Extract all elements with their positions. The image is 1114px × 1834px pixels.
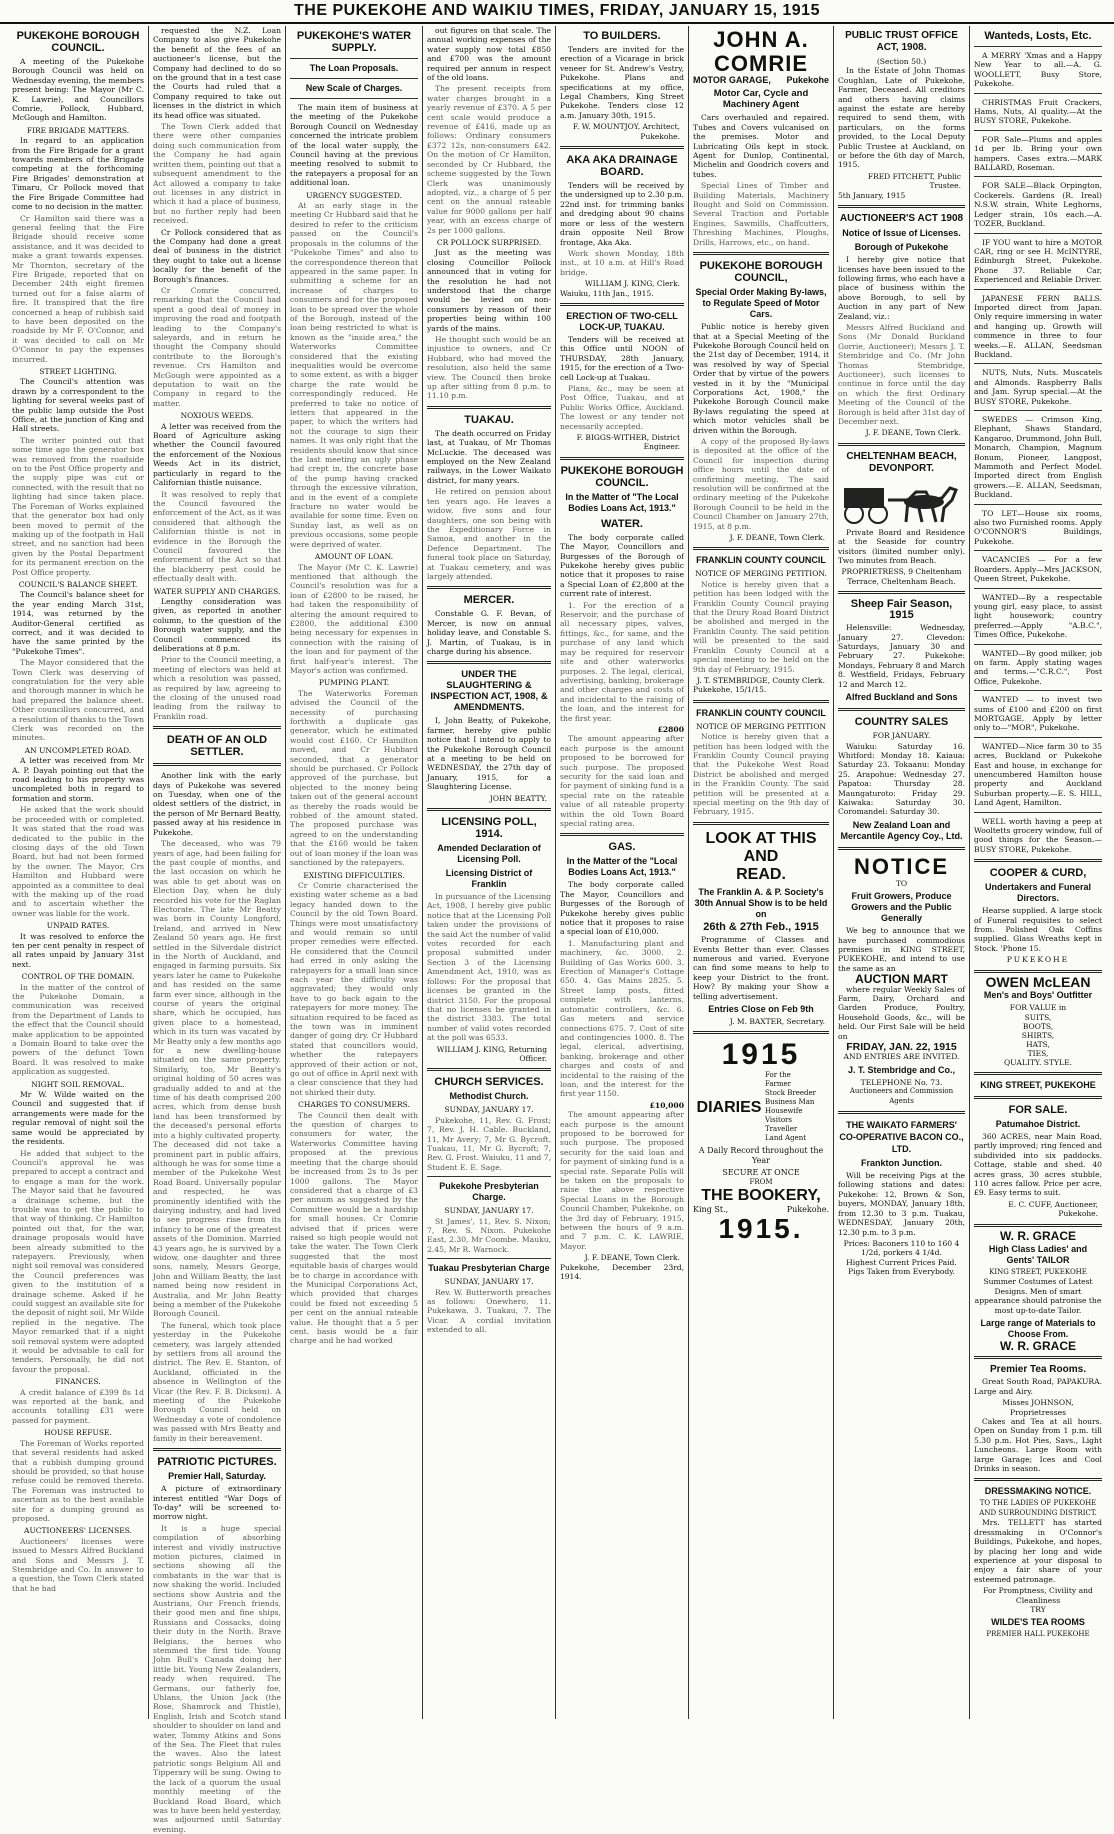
owen-mclean-for: FOR VALUE in bbox=[1009, 1003, 1067, 1013]
notice-to: TO bbox=[895, 878, 908, 888]
diary-kind: Farmer bbox=[765, 1080, 792, 1089]
diary-kind: Business Man bbox=[765, 1098, 815, 1107]
wilde-tea-title: WILDE'S TEA ROOMS bbox=[991, 1617, 1085, 1628]
bylaw-text: Public notice is hereby given that at a Special Meeting of the Pukekohe Borough Council held on the 21st day of December, 1914, it was resolved by way of Special Order that by virtue of the powers vested in it by the "Municipal Corporations Act, 1908," the Pukekohe Borough Council make By-laws regulating the speed at which motor vehicles shall be driven within the Borough. bbox=[693, 322, 829, 435]
diary-year-footer: 1915. bbox=[718, 1213, 804, 1245]
dressmaking-text: Mrs. TELLETT has started dressmaking in O'Connor's Buildings, Pukekohe, and hopes, by placing her long and wide experience at your disposal to enjoy a fair share of your esteemed patronage. bbox=[974, 1518, 1102, 1584]
grace-title: W. R. GRACE bbox=[999, 1228, 1076, 1243]
balance-sheet-text: The Council's balance sheet for the year ending March 31st, 1914, was returned by the Auditor-General certified as correct, and it was decided to have the same printed by the "Pukekohe Times". bbox=[12, 590, 144, 656]
gas-heading: GAS. bbox=[608, 841, 636, 854]
public-trust-date: 5th January, 1915 bbox=[838, 190, 906, 200]
lockup-title: ERECTION OF TWO-CELL LOCK-UP, TUAKAU. bbox=[566, 310, 678, 332]
unpaid-rates-text: It was resolved to enforce the ten per cent penalty in respect of all rates unpaid by January 31st next. bbox=[12, 931, 144, 969]
pollock-surprised-heading: CR POLLOCK SURPRISED. bbox=[436, 237, 542, 247]
noxious-weeds-heading: NOXIOUS WEEDS. bbox=[180, 411, 254, 421]
premier-tea-title: Premier Tea Rooms. bbox=[990, 1364, 1086, 1376]
uncompleted-road-text: A letter was received from Mr A. P. Dayah pointing out that the road leading to his property was uncompleted both in regard to formation and storm. bbox=[12, 756, 144, 803]
balance-sheet-heading: COUNCIL'S BALANCE SHEET. bbox=[18, 579, 138, 589]
auction-mart-text: where regular Weekly Sales of Farm, Dairy, Orchard and Garden Produce, Poultry, Household Goods, &c., will be held. Our First Sale will be held on bbox=[838, 984, 965, 1041]
public-trust-text: In the Estate of John Thomas Coughlan, Late of Pukekohe, Farmer, Deceased. All creditors and others having claims against the estate are hereby required to send them, with particulars, on the forms provided, to the Local Deputy Public Trustee at Auckland, on or before the 6th day of March, 1915. bbox=[838, 66, 965, 170]
fire-brigade-text: In regard to an application from the Fire Brigade for a grant towards members of the Brigade competing at the forthcoming Fire Brigades' demonstration at Timaru, Cr Pollock moved that the Fire Brigade Committee had come to no decision in the matter. bbox=[12, 136, 144, 212]
comrie-name: JOHN A. COMRIE bbox=[713, 27, 809, 76]
franklin-county-signature: J. T. STEMBRIDGE, County Clerk. bbox=[696, 675, 825, 685]
tuakau-text: The death occurred on Friday last, at Tuakau, of Mr Thomas McLuckie. The deceased was employed on the New Zealand railways, in the Lower Waikato district, for many years. bbox=[427, 428, 551, 485]
water-loan-total: £2800 bbox=[657, 724, 684, 734]
column-2: requested the N.Z. Loan Company to also give Pukekohe the benefit of the fees of an auctioneer's license, but the Company had declined to do so on the ground that in a test case the Courts had ruled that a Company required to take out licenses in the district in which its head office was situated. The Town Clerk added that there were other companies doing such communication from the Company he had again written them, pointing out that a subsequent amendment to the Act allowed a company to take out licenses in any district in which it had a place of business, but no further reply had been received. Cr Pollock considered that as the Company had done a great deal of business in the district they ought to take out a license locally for the benefit of the Borough's finances. Cr Comrie concurred, remarking that the Council had spent a good deal of money in improving the road and footpath leading to the Company's saleyards, and in return he thought the Company should contribute to the Borough's revenue. Crs Hamilton and McGough were appointed as a deputation to wait on the Company in regard to the matter. NOXIOUS WEEDS. A letter was received from the Board of Agriculture asking whether the Council favoured the enforcement of the Noxious Weeds Act in its district, particularly in regard to the Californian thistle nuisance. It was resolved to reply that the Council favoured the enforcement of the Act, as it was considered that although the Californian thistle is not in evidence in the Borough the Council favoured the enforcement of the Act so that the blackberry pest could be effectually dealt with. WATER SUPPLY AND CHARGES. Lengthy consideration was given, as reported in another column, to the question of the Borough water supply, and the Council commenced its deliberations at 8 p.m. Prior to the Council meeting, a meeting of electors was held at which a resolution was passed, as required by law, agreeing to the closing of the unused road leading from the railway to Franklin road. DEATH OF AN OLD SETTLER. Another link with the early days of Pukekohe was severed on Tuesday, when one of the oldest settlers of the district, in the person of Mr Bernard Beatty, passed away at his residence in Pukekohe. The deceased, who was 79 years of age, had been failing for the past couple of months, and the last occasion on which he was able to get about was on Election Day, when he duly recorded his vote for the Raglan Electorate. The late Mr Beatty was born in County Longford, Ireland, and arrived in New Zealand 50 years ago. He first settled in the Silverdale district in the North of Auckland, and engaged in farming pursuits. Six years later he came to Pukekohe and has resided on the same farm ever since, although in the course of years the original share, which he occupied, has given place to a homestead, which in its turn was vacated by Mr Beatty only a few months ago for a new dwelling-house situated on the same property. Similarly, too, Mr Beatty's original holding of 50 acres was gradually added to and at the time of his death comprised 200 acres, which from dense bush land has been transformed by the deceased's personal efforts into a highly cultivated property. The deceased did not take a prominent part in public affairs, although he was for some time a member of the Pukekohe West Road Board. Universally popular and respected, he was prominently identified with the dairying industry, and had lived to see progress rise from its infancy to be one of the greatest assets of the Dominion. Married 43 years ago, he is survived by a widow, one daughter and three sons, namely, Messrs George, John and William Beatty, the last named being now resident in Australia, and Mr John Beatty being a member of the Pukekohe Borough Council. The funeral, which took place yesterday in the Pukekohe cemetery, was largely attended by settlers from all around the district. The Rev. E. Stanton, of Auckland, officiated in the absence in Wellington of the Vicar (the Rev. F. B. Dickson). A meeting of the Pukekohe Borough Council held on Wednesday a vote of condolence was passed with Mrs Beatty and family in their bereavement. PATRIOTIC PICTURES. Premier Hall, Saturday. A picture of extraordinary interest entitled "War Dogs of To-day" will be screened to-morrow night. It is a huge special compilation of absorbing interest and vividly instructive motion pictures, claimed in sections showing all the combatants in the war that is now shaking the world. Included sections show Austria and the Austrians, Our French friends, their good men and fine ships, Russians and Cossacks, doing their duty in the North. Brave Belgians, the heroes who stemmed the first tide. Young John Bull's Canada doing her little bit. Young New Zealanders, ready when required. The Germans, our fatherly foe, Uhlans, the Union Jack (the Rose, Shamrock and Thistle), English, Irish and Scotch stand shoulder to shoulder on land and water, Tommy Atkins and Sons of the Sea. The Fleet that rules the waves. Also the latest patriotic songs Belgium All and Tipperary will be sung. Owing to the lack of a quorum the usual monthly meeting of the Buckland Road Board, which was to have been held yesterday, was adjourned until Saturday evening. bbox=[148, 26, 285, 1719]
secure-at-once: SECURE AT ONCE bbox=[722, 1168, 800, 1178]
dressmaking-try: TRY bbox=[1030, 1604, 1046, 1614]
dressmaking-footer: For Promptness, Civility and Cleanliness bbox=[983, 1586, 1093, 1605]
masthead: THE PUKEKOHE AND WAIKIU TIMES, FRIDAY, JANUARY 15, 1915 bbox=[0, 0, 1114, 24]
grace-title-2: W. R. GRACE bbox=[999, 1339, 1076, 1353]
auction-mart-heading: AUCTION MART bbox=[855, 972, 948, 987]
for-sale-title: FOR SALE. bbox=[1008, 1103, 1068, 1116]
gas-loan-signature: J. F. DEANE, Town Clerk. bbox=[584, 1253, 680, 1263]
merging-petition: NOTICE OF MERGING PETITION. bbox=[695, 569, 827, 579]
sheep-fair-title: Sheep Fair Season, 1915 bbox=[850, 598, 953, 622]
aka-aka-signature: WILLIAM J. KING, Clerk. bbox=[585, 279, 680, 289]
column-7: PUBLIC TRUST OFFICE ACT, 1908. (Section 50.) In the Estate of John Thomas Coughlan, Late of Pukekohe, Farmer, Deceased. All creditors and others having claims against the estate are hereby required to send them, with particulars, on the forms provided, to the Local Deputy Public Trustee at Auckland, on or before the 6th day of March, 1915. FRED FITCHETT, Public Trustee. 5th January, 1915 AUCTIONEER'S ACT 1908 Notice of Issue of Licenses. Borough of Pukekohe I hereby give notice that licenses have been issued to the following firms, who each have a place of business within the above Borough, to sell by Auction in any part of New Zealand, viz.: Messrs Alfred Buckland and Sons (Mr Donald Buckland Gorrie, Auctioneer); Messrs J. T. Stembridge and Co. (Mr John Thomas Stembridge, Auctioneer), such licenses to continue in force until the day on which the first Ordinary Meeting of the Council of the Borough is held after 31st day of December next. J. F. DEANE, Town Clerk. CHELTENHAM BEACH, DEVONPORT. Private Board and Residence at the Seaside for country visitors (limited number only). Two minutes from Beach. PROPRIETRESS, 9 Cheltenham Terrace, Cheltenham Beach. Sheep Fair Season, 1915 Helensville: Wednesday, January 27. Clevedon: Saturdays, January 30 and February 27. Pukekohe: Mondays, February 8 and March 8. Westfield, Fridays, February 12 and March 12. Alfred Buckland and Sons COUNTRY SALES FOR JANUARY. Waiuku: Saturday 16. Whitford: Monday 18. Kaiaua: Saturday 23. Tokaanu: Monday 25. Arapohue: Wednesday 27. Papatoa: Thursday 28. Maungaturoto: Friday 29. Kaiwaka: Saturday 30. Coromandel: Saturday 30. New Zealand Loan and Mercantile Agency Coy., Ltd. NOTICE TO Fruit Growers, Produce Growers and the Public Generally We beg to announce that we have purchased commodious premises in KING STREET, PUKEKOHE, and intend to use the same as an AUCTION MART where regular Weekly Sales of Farm, Dairy, Orchard and Garden Produce, Poultry, Household Goods, &c., will be held. Our First Sale will be held on FRIDAY, JAN. 22, 1915 AND ENTRIES ARE INVITED. J. T. Stembridge and Co., TELEPHONE No. 73. Auctioneers and Commission Agents THE WAIKATO FARMERS' CO-OPERATIVE BACON CO., LTD. Frankton Junction. Will be receiving Pigs at the following stations and dates: Pukekohe: 12, Brown & Son, buyers, MONDAY, January 18th, from 12.30 to 3 p.m. Tuakau, WEDNESDAY, January 20th, 12.30 p.m. to 3 p.m. Prices: Baconers 110 to 160 4 1/2d, porkers 4 1/4d. Highest Current Prices Paid. Pigs Taken from Everybody. bbox=[833, 26, 969, 1719]
aka-aka-text: Tenders will be received by the undersigned up to 2.30 p.m. 22nd inst. for trimming banks and dredging about 90 chains more or less of the western drain opposite Neil Brow frontage, Aka Aka. bbox=[560, 181, 684, 247]
comrie-tagline: Motor Car, Cycle and Machinery Agent bbox=[713, 88, 809, 111]
auctioneers-licenses-heading: AUCTIONEERS' LICENSES. bbox=[24, 1526, 132, 1536]
owen-item: SHIRTS, bbox=[1021, 1030, 1055, 1040]
owen-item: HATS, bbox=[1026, 1039, 1050, 1049]
classified-ad: VACANCIES — For a few Boarders. Apply—Mrs JACKSON, Queen Street, Pukekohe. bbox=[974, 555, 1102, 584]
night-soil-heading: NIGHT SOIL REMOVAL. bbox=[31, 1079, 125, 1089]
amount-of-loan-heading: AMOUNT OF LOAN. bbox=[314, 552, 394, 562]
patriotic-pictures-sub: Premier Hall, Saturday. bbox=[168, 1471, 266, 1482]
for-sale-signature: E. C. CUFF, Auctioneer, Pukekohe. bbox=[1008, 1199, 1098, 1219]
loan-proposals-sub: The Loan Proposals. bbox=[309, 63, 399, 73]
classified-ad: WANTED—By a respectable young girl, easy place, to assist light housework; country preferred.—Apply "A.B.C.", Times Office, Pukekohe. bbox=[974, 592, 1102, 640]
stembridge-telephone: TELEPHONE No. 73. bbox=[860, 1077, 943, 1087]
water-heading: WATER. bbox=[601, 517, 643, 530]
presbyterian-date: SUNDAY, JANUARY 17. bbox=[444, 1206, 534, 1216]
notice-sub: Fruit Growers, Produce Growers and the Public Generally bbox=[851, 891, 952, 924]
slaughtering-signature: JOHN BEATTY. bbox=[489, 793, 547, 803]
builders-text: Tenders are invited for the erection of a Vicarage in brick veneer for St. Andrew's Vestry, Pukekohe. Plans and specifications at my office, Legal Chambers, King Street Pukekohe. Tenders close 12 a.m. January 30th, 1915. bbox=[560, 45, 684, 120]
classified-ad: FOR SALE—Black Orpington, Cockerels. Gardens (R. Ireal) N.S.W. strain, White Leghorns, Ledger strain, 10s each.—A. TOZER, Buckland. bbox=[974, 181, 1102, 229]
diary-kind: Land Agent bbox=[765, 1134, 807, 1143]
bookery-street: King St., bbox=[693, 1205, 729, 1215]
country-sales-sub: FOR JANUARY. bbox=[872, 731, 931, 741]
cheltenham-proprietress: PROPRIETRESS, 9 Cheltenham Terrace, Cheltenham Beach. bbox=[841, 567, 962, 586]
sheep-fair-text: Helensville: Wednesday, January 27. Clevedon: Saturdays, January 30 and February 27. Pukekohe: Mondays, February 8 and March 8. Westfield, Fridays, February 12 and March 12. bbox=[838, 623, 965, 689]
licensing-poll-sub: Amended Declaration of Licensing Poll. bbox=[437, 843, 541, 865]
water-loan-text: The body corporate called The Mayor, Councillors and Burgesses of the Borough of Pukekohe hereby gives public notice that it proposes to raise a Special Loan of £2,800 at the current rate of interest. bbox=[560, 532, 684, 599]
stembridge-name: J. T. Stembridge and Co., bbox=[847, 1064, 955, 1075]
columns bbox=[8, 26, 1106, 1834]
classified-ad: WANTED—Nice farm 30 to 35 acres, Buckland or Pukekohe East and house, in exchange for unencumbered Hamilton house property and Auckland Suburban property.—E. S. HILL, Land Agent, Hamilton. bbox=[974, 741, 1102, 808]
column-8 bbox=[969, 26, 1106, 1719]
stembridge-sub: Auctioneers and Commission Agents bbox=[849, 1087, 954, 1105]
aka-aka-date: Waiuku, 11th Jan., 1915. bbox=[560, 288, 654, 298]
frankton-junction: Frankton Junction. bbox=[861, 1158, 942, 1169]
show-announcement: The Franklin A. & P. Society's 30th Annual Show is to be held on bbox=[694, 886, 828, 919]
noxious-weeds-text: A letter was received from the Board of Agriculture asking whether the Council favoured the enforcement of the Noxious Weeds Act in its district, particularly in regard to the Californian thistle nuisance. bbox=[153, 421, 281, 488]
pollock-surprised-text: Just as the meeting was closing Councillor Pollock announced that in voting for the resolution he had not understood that the charge would be levied on non-consumers by reason of their properties being within 100 yards of the mains. bbox=[427, 248, 551, 333]
show-text: Programme of Classes and Events Better than ever. Classes numerous and varied. Everyone can find some means to help to keep your District to the front. How? By making your Show a telling advertisement. bbox=[693, 935, 829, 1001]
pollock-text: Cr Pollock considered that as the Company had done a great deal of business in the district they ought to take out a license locally for the benefit of the Borough's finances. bbox=[153, 227, 281, 284]
slaughtering-title: UNDER THE SLAUGHTERING & INSPECTION ACT, 1908, & AMENDMENTS. bbox=[430, 669, 548, 714]
merging-petition-2: NOTICE OF MERGING PETITION bbox=[696, 721, 826, 731]
builders-title: TO BUILDERS. bbox=[583, 30, 661, 42]
night-soil-text: Mr W. Wilde waited on the Council and suggested that if arrangements were made for the regular removal of night soil the same would be appreciated by the residents. bbox=[12, 1090, 144, 1147]
owen-quality: QUALITY. STYLE. bbox=[1003, 1057, 1073, 1067]
classified-ad: IF YOU want to hire a MOTOR CAR, ring or see H. McINTYRE, Edinburgh Street, Pukekohe. Phone 37. Reliable Car, Experienced and Reliable Driver. bbox=[974, 237, 1102, 285]
first-sale-date: FRIDAY, JAN. 22, 1915 bbox=[846, 1041, 957, 1054]
loans-act-sub: In the Matter of "The Local Bodies Loans Act, 1913." bbox=[565, 491, 679, 513]
house-refuse-heading: HOUSE REFUSE. bbox=[44, 1428, 112, 1438]
public-trust-title: PUBLIC TRUST OFFICE ACT, 1908. bbox=[845, 30, 958, 53]
sheep-fair-signature: Alfred Buckland and Sons bbox=[845, 692, 958, 703]
classified-ad: A MERRY 'Xmas and a Happy New Year to all.—A. G. WOOLLETT, Busy Store, Pukekohe. bbox=[974, 51, 1102, 89]
franklin-county-title-2: FRANKLIN COUNTY COUNCIL bbox=[696, 707, 826, 718]
waikato-prices: Prices: Baconers 110 to 160 4 1/2d, porkers 4 1/4d. bbox=[843, 1238, 960, 1258]
column-1: PUKEKOHE BOROUGH COUNCIL. A meeting of the Pukekohe Borough Council was held on Wednesday evening, the members present being: The Mayor (Mr C. K. Lawrie), and Councillors Comrie, Pollock, Hubbard, McGough and Hamilton. FIRE BRIGADE MATTERS. In regard to an application from the Fire Brigade for a grant towards members of the Brigade competing at the forthcoming Fire Brigades' demonstration at Timaru, Cr Pollock moved that the Fire Brigade Committee had come to no decision in the matter. Cr Hamilton said there was a general feeling that the Fire Brigade should receive some assistance, and it was decided to make a grant towards expenses. Mr Thornton, secretary of the Fire Brigade, reported that on December 24th eight firemen turned out for a false alarm of fire. It transpired that the fire concerned a heap of rubbish said to have been deposited on the roadside by Mr F. O'Connor, and it was decided to call on Mr O'Connor to pay the expenses incurred. STREET LIGHTING. The Council's attention was drawn by a correspondent to the lighting for several weeks past of the public lamp outside the Post Office, at the junction of King and Hall streets. The writer pointed out that some time ago the generator box was removed from the roadside on to the Post Office property and the supply pipe was cut or connected, with the result that no lighting had since taken place. The Foreman of Works explained that the generator box had only been moved to permit of the making up of the footpath in Hall street, and no sanction had been given by the Postal Department for its permanent erection on the Post Office property. COUNCIL'S BALANCE SHEET. The Council's balance sheet for the year ending March 31st, 1914, was returned by the Auditor-General certified as correct, and it was decided to have the same printed by the "Pukekohe Times". The Mayor considered that the Town Clerk was deserving of congratulation for the very able and thorough manner in which he had prepared the balance sheet. Other councillors concurred, and a resolution of thanks to the Town Clerk was recorded on the minutes. AN UNCOMPLETED ROAD. A letter was received from Mr A. P. Dayah pointing out that the road leading to his property was uncompleted both in regard to formation and storm. He asked that the work should be proceeded with or completed. It was stated that the road was dedicated to the public in the closing days of the old Town Board, but had not been formed by the owner. The Mayor, Crs Hamilton and Hubbard were appointed as a committee to deal with the making up of the road and to ascertain whether the owner was liable for the work. UNPAID RATES. It was resolved to enforce the ten per cent penalty in respect of all rates unpaid by January 31st next. CONTROL OF THE DOMAIN. In the matter of the control of the Pukekohe Domain, a communication was received from the Department of Lands to the effect that the Council should make application to be appointed a Domain Board to take over the powers of the defunct Town Board. It was resolved to make application as suggested. NIGHT SOIL REMOVAL. Mr W. Wilde waited on the Council and suggested that if arrangements were made for the regular removal of night soil the same would be appreciated by the residents. He added that subject to the Council's approval he was prepared to accept a contract and to engage a man for the work. The Mayor said that he favoured a drainage scheme, but the trouble was to get the public to that way of thinking. Cr Hamilton pointed out that, for the war, drainage proposals would have been already submitted to the ratepayers. Previously, when night soil removal was considered the Council preferences was given to the institution of a drainage scheme. Asked if he could suggest an available site for the deposit of night soil, Mr Wilde replied in the negative. The Mayor remarked that if a night soil removal system were adopted it would be advisable to call for tenders. Personally, he did not favour the proposal. FINANCES. A credit balance of £399 8s 1d was reported at the bank, and accounts totalling £31 were passed for payment. HOUSE REFUSE. The Foreman of Works reported that several residents had asked that a rubbish dumping ground should be provided, so that house refuse could be removed thereto. The Foreman was instructed to ascertain as to the best available site for a dumping ground as proposed. AUCTIONEERS' LICENSES. Auctioneers' licenses were issued to Messrs Alfred Buckland and Sons and Messrs J. T. Stembridge and Co. In answer to a question, the Town Clerk stated that he had bbox=[12, 30, 144, 1593]
domain-heading: CONTROL OF THE DOMAIN. bbox=[21, 972, 135, 982]
builders-signature: F. W. MOUNTJOY, Architect, Pukekohe. bbox=[572, 122, 680, 141]
presbyterian-charge: Pukekohe Presbyterian Charge. bbox=[439, 1181, 539, 1203]
public-trust-section: (Section 50.) bbox=[876, 57, 927, 66]
patriotic-pictures-title: PATRIOTIC PICTURES. bbox=[157, 1456, 277, 1469]
bylaw-sub: Special Order Making By-laws, to Regulate Speed of Motor Cars. bbox=[695, 287, 827, 320]
classified-ad: SWEDES — Crimson King, Elephant, Shaws Standard, Kangaroo, Drummond, John Bull, Monarch, Champion, Magnum Bonum, Pioneer, Langpost, Mammoth and Perfect Model. Imported direct from English growers.—E. ALLAN, Seedsman, Buckland. bbox=[974, 415, 1102, 500]
dressmaking-sub: TO THE LADIES OF PUKEKOHE AND SURROUNDING DISTRICT. bbox=[979, 1499, 1097, 1517]
for-sale-sub: Patumahoe District. bbox=[995, 1118, 1081, 1129]
methodist-church: Methodist Church. bbox=[449, 1091, 529, 1102]
classified-ad: WELL worth having a peep at Wooltetts grocery window, full of good things for the Season.—BUSY STORE, Pukekohe. bbox=[974, 816, 1102, 854]
church-services-title: CHURCH SERVICES. bbox=[434, 1076, 544, 1089]
wilde-tea-address: PREMIER HALL PUKEKOHE bbox=[986, 1630, 1090, 1639]
auctioneers-act-title: AUCTIONEER'S ACT 1908 bbox=[839, 213, 964, 225]
mercer-title: MERCER. bbox=[463, 594, 515, 607]
public-trust-signature: FRED FITCHETT, Public Trustee. bbox=[867, 171, 961, 191]
diary-kind: Visitors bbox=[765, 1116, 792, 1125]
entries-invited: AND ENTRIES ARE INVITED. bbox=[843, 1052, 960, 1062]
owen-street: KING STREET, PUKEKOHE bbox=[980, 1079, 1096, 1090]
tuakau-presbyterian-date: SUNDAY, JANUARY 17. bbox=[444, 1277, 534, 1287]
premier-tea-proprietor: Misses JOHNSON, Proprietresses bbox=[1002, 1398, 1074, 1417]
unpaid-rates-heading: UNPAID RATES. bbox=[46, 921, 110, 931]
grace-materials: Large range of Materials to Choose From. bbox=[980, 1318, 1096, 1339]
bookery-name: THE BOOKERY, bbox=[701, 1187, 821, 1205]
owen-mclean-title: OWEN McLEAN bbox=[985, 973, 1091, 990]
waikato-bacon-title: THE WAIKATO FARMERS' CO-OPERATIVE BACON CO., LTD. bbox=[839, 1120, 964, 1155]
column-4: out figures on that scale. The annual working expenses of the water supply now total £850 and £700 was the amount required per annum in respect of the old loans. The present receipts from water charges brought in a yearly revenue of £370. A 5 per cent scale would produce a revenue of £416, made up as follows: Ordinary consumers £372 12s, non-consumers £42. On the motion of Cr Hamilton, seconded by Cr Hubbard, the scheme suggested by the Town Clerk was unanimously adopted, viz., a charge of 5 per cent on the annual rateable value for 9000 gallons per half year, with an excess charge of 2s per 1000 gallons. CR POLLOCK SURPRISED. Just as the meeting was closing Councillor Pollock announced that in voting for the resolution he had not understood that the charge would be levied on non-consumers by reason of their properties being within 100 yards of the mains. He thought such would be an injustice to owners, and Cr Hubbard, who had moved the resolution, also held the same view. The Council then broke up after sitting from 8 p.m. to 11.10 p.m. TUAKAU. The death occurred on Friday last, at Tuakau, of Mr Thomas McLuckie. The deceased was employed on the New Zealand railways, in the Lower Waikato district, for many years. He retired on pension about ten years ago. He leaves a widow, five sons and four daughters, one son being with the Expeditionary Force in Samoa, and another in the Defence Department. The funeral took place on Saturday, at Tuakau cemetery, and was largely attended. MERCER. Constable G. F. Bevan, of Mercer, is now on annual holiday leave, and Constable S. J. Martin, of Tuakau, is in charge during his absence. UNDER THE SLAUGHTERING & INSPECTION ACT, 1908, & AMENDMENTS. I, John Beatty, of Pukekohe, farmer, hereby give public notice that I intend to apply to the Pukekohe Borough Council at a meeting to be held on WEDNESDAY, the 27th day of January, 1915, for a Slaughtering License. JOHN BEATTY. LICENSING POLL, 1914. Amended Declaration of Licensing Poll. Licensing District of Franklin In pursuance of the Licensing Act, 1908, I hereby give public notice that at the Licensing Poll taken under the provisions of the said Act the number of valid votes recorded for each proposal submitted under Section 3 of the Licensing Amendment Act, 1910, was as follows: For the proposal that licenses be granted in the district 3150. For the proposal that no licenses be granted in the district 3383. The total number of valid votes recorded at the poll was 6533. WILLIAM J. KING, Returning Officer. CHURCH SERVICES. Methodist Church. SUNDAY, JANUARY 17. Pukekohe, 11, Rev. G. Frost; 7, Rev. J. H. Cable. Buckland, 11, Mr Avery; 7, Mr G. Bycroft. Tuakau, 11, Mr G. Bycroft; 7, Rev. G. Frost. Waiuku, 11 and 7, Student E. E. Sage. Pukekohe Presbyterian Charge. SUNDAY, JANUARY 17. St James', 11, Rev. S. Nixon; 7, Rev. S. Nixon. Pukekohe East, 2.30, Mr Coombe. Mauku, 2.45, Mr R. Warnock. Tuakau Presbyterian Charge SUNDAY, JANUARY 17. Rev. W. Butterworth preaches as follows: Onewhero, 11. Pukekawa, 3. Tuakau, 7. The Vicar. A cordial invitation extended to all. bbox=[422, 26, 555, 1719]
loan-company-text: requested the N.Z. Loan Company to also give Pukekohe the benefit of the fees of an auctioneer's license, but the Company had declined to do so on the ground that in a test case the Courts had ruled that a Company required to take out licenses in the district in which its head office was situated. bbox=[153, 26, 281, 120]
country-sales-list: Waiuku: Saturday 16. Whitford: Monday 18. Kaiaua: Saturday 23. Tokaanu: Monday 25. Arapohue: Wednesday 27. Papatoa: Thursday 28. Maungaturoto: Friday 29. Kaiwaka: Saturday 30. Coromandel: Saturday 30. bbox=[838, 741, 965, 817]
auctioneers-borough: Borough of Pukekohe bbox=[854, 242, 949, 253]
grace-text: Summer Costumes of Latest Designs. Men of smart appearance should patronise the most up-to-date Tailor. bbox=[974, 1277, 1102, 1315]
licensing-signature: WILLIAM J. KING, Returning Officer. bbox=[436, 1044, 547, 1063]
licensing-poll-title: LICENSING POLL, 1914. bbox=[441, 816, 537, 841]
auctioneers-act-sub: Notice of Issue of Licenses. bbox=[842, 228, 961, 239]
scale-of-charges-sub: New Scale of Charges. bbox=[305, 83, 403, 93]
water-supply-heading: WATER SUPPLY AND CHARGES. bbox=[153, 586, 281, 596]
tuakau-presbyterian: Tuakau Presbyterian Charge bbox=[428, 1263, 550, 1274]
column-5: TO BUILDERS. Tenders are invited for the erection of a Vicarage in brick veneer for St. Andrew's Vestry, Pukekohe. Plans and specifications at my office, Legal Chambers, King Street Pukekohe. Tenders close 12 a.m. January 30th, 1915. F. W. MOUNTJOY, Architect, Pukekohe. AKA AKA DRAINAGE BOARD. Tenders will be received by the undersigned up to 2.30 p.m. 22nd inst. for trimming banks and dredging about 90 chains more or less of the western drain opposite Neil Brow frontage, Aka Aka. Work shown Monday, 18th inst., at 10 a.m. at Hill's Road bridge. WILLIAM J. KING, Clerk. Waiuku, 11th Jan., 1915. ERECTION OF TWO-CELL LOCK-UP, TUAKAU. Tenders will be received at this Office until NOON of THURSDAY, 28th January, 1915, for the erection of a Two-cell Lock-up at Tuakau. Plans, &c., may be seen at Post Office, Tuakau, and at Public Works Office, Auckland. The lowest or any tender not necessarily accepted. F. BIGGS-WITHER, District Engineer. PUKEKOHE BOROUGH COUNCIL. In the Matter of "The Local Bodies Loans Act, 1913." WATER. The body corporate called The Mayor, Councillors and Burgesses of the Borough of Pukekohe hereby gives public notice that it proposes to raise a Special Loan of £2,800 at the current rate of interest. 1. For the erection of a Reservoir, and the purchase of all necessary pipes, valves, fittings, &c., for same, and the purchase of any land which may be required for reservoir site and other waterworks purposes. 2. The legal, clerical, advertising, banking, brokerage and other charges and costs of and incidental to the raising of the loan, and the interest for the first year. £2800 The amount appearing after each purpose is the amount proposed to be borrowed for such purpose. The proposed security for the said loan and for payment of sinking fund is a special rate on the rateable value of all rateable property within the old Town Board special rating area. GAS. In the Matter of the "Local Bodies Loans Act, 1913." The body corporate called The Mayor, Councillors and Burgesses of the Borough of Pukekohe hereby gives public notice that it proposes to raise a special loan of £10,000. 1. Manufacturing plant and machinery, &c. 3000. 2. Building of Gas Works 600. 3. Erection of Manager's Cottage 650. 4. Gas Mains 2825. 5. Street lamp posts, fitted complete with lanterns, automatic controllers, &c. 6. Gas meters and service connections 675. 7. Cost of site and contingencies 1000. 8. The legal, clerical, advertising, banking, brokerage and other charges and costs of and incidental to the raising of the loan, and the interest for the first year 1150. £10,000 The amount appearing after each purpose is the amount proposed to be borrowed for such purpose. The proposed security for the said loan and for payment of sinking fund is a special rate. Separate Polls will be taken on the proposals to raise the above respective Special Loans in the Borough Council Chamber, Pukekohe, on the 3rd day of February, 1915, between the hours of 9 a.m. and 7 p.m. C. K. LAWRIE, Mayor. J. F. DEANE, Town Clerk. Pukekohe, December 23rd, 1914. bbox=[555, 26, 688, 1719]
classified-ad: TO LET—House six rooms, also two Furnished rooms. Apply O'CONNOR'S Buildings, Pukekohe. bbox=[974, 508, 1102, 546]
street-lighting-heading: STREET LIGHTING. bbox=[39, 367, 117, 376]
diary-kind: Housewife bbox=[765, 1107, 803, 1116]
uncompleted-road-heading: AN UNCOMPLETED ROAD. bbox=[24, 745, 132, 755]
column-6: JOHN A. COMRIE MOTOR GARAGE, Pukekohe Motor Car, Cycle and Machinery Agent Cars overhauled and repaired. Tubes and Covers vulcanised on the premises. Motor and Lubricating Oils kept in stock. Agent for Dunlop, Continental, Michelin and Goodrich covers and tubes. Special Lines of Timber and Building Materials, Machinery Bought and Sold on Commission. Several Traction and Portable Engines, Sawmills, Chaffcutters, Threshing Machines, Ploughs, Drills, Harrows, etc., on hand. PUKEKOHE BOROUGH COUNCIL, Special Order Making By-laws, to Regulate Speed of Motor Cars. Public notice is hereby given that at a Special Meeting of the Pukekohe Borough Council held on the 21st day of December, 1914, it was resolved by way of Special Order that by virtue of the powers vested in it by the "Municipal Corporations Act, 1908," the Pukekohe Borough Council make By-laws regulating the speed at which motor vehicles shall be driven within the Borough. A copy of the proposed By-laws is deposited at the office of the Council for inspection during office hours until the date of confirming meeting. The said resolution will be confirmed at the ordinary meeting of the Pukekohe Borough Council to be held in the Council Chamber on January 27th, 1915, at 8 p.m. J. F. DEANE, Town Clerk. FRANKLIN COUNTY COUNCIL NOTICE OF MERGING PETITION. Notice is hereby given that a petition has been lodged with the Franklin County Council praying that the Drury Road Board District be abolished and merged in the Franklin County. The said petition will be presented to the said Franklin County Council at a special meeting to be held on the 9th day of February, 1915. J. T. STEMBRIDGE, County Clerk. Pukekohe, 15/1/15. FRANKLIN COUNTY COUNCIL NOTICE OF MERGING PETITION Notice is hereby given that a petition has been lodged with the Franklin County Council praying that the Pukekohe West Road District be abolished and merged in the Franklin County. The said petition will be presented at a special meeting on the 9th day of February, 1915. LOOK AT THIS AND READ. The Franklin A. & P. Society's 30th Annual Show is to be held on 26th & 27th Feb., 1915 Programme of Classes and Events Better than ever. Classes numerous and varied. Everyone can find some means to help to keep your District to the front. How? By making your Show a telling advertisement. Entries Close on Feb 9th J. M. BAXTER, Secretary. 1915 DIARIES For the Farmer Stock Breeder Business Man Housewife Visitors Traveller Land Agent A Daily Record throughout the Year SECURE AT ONCE FROM THE BOOKERY, King St., Pukekohe. 1915. bbox=[688, 26, 833, 1719]
borough-council-bylaw-title: PUKEKOHE BOROUGH COUNCIL, bbox=[699, 260, 823, 285]
bookery-town: Pukekohe. bbox=[786, 1205, 829, 1215]
cooper-curd-town: PUKEKOHE bbox=[1006, 955, 1070, 965]
diary-kind: Traveller bbox=[765, 1125, 798, 1134]
gas-loan-text: The body corporate called The Mayor, Councillors and Burgesses of the Borough of Pukekohe hereby gives public notice that it proposes to raise a special loan of £10,000. bbox=[560, 880, 684, 937]
water-supply-title: PUKEKOHE'S WATER SUPPLY. bbox=[296, 30, 412, 54]
look-heading: LOOK AT THIS AND bbox=[705, 829, 817, 865]
classified-ad: WANTED—By good milker, job on farm. Apply stating wages and terms.—"C.R.C.", Post Office, Pukekohe. bbox=[974, 648, 1102, 686]
horse-carriage-illustration bbox=[838, 478, 966, 526]
notice-heading: NOTICE bbox=[853, 853, 950, 879]
tuakau-title: TUAKAU. bbox=[464, 413, 514, 426]
borough-council-title: PUKEKOHE BOROUGH COUNCIL. bbox=[16, 30, 140, 54]
auctioneers-signature: J. F. DEANE, Town Clerk. bbox=[865, 428, 961, 438]
premier-tea-address: Great South Road, PAPAKURA. Large and Airy. bbox=[974, 1377, 1102, 1396]
diary-note: A Daily Record throughout the Year bbox=[698, 1146, 824, 1165]
diaries-heading: DIARIES bbox=[696, 1098, 762, 1116]
classified-ad: CHRISTMAS Fruit Crackers, Hams, Nuts, Al quality.—At the BUSY STORE, Pukekohe. bbox=[974, 97, 1102, 126]
lockup-text: Tenders will be received at this Office until NOON of THURSDAY, 28th January, 1915, for the erection of a Two-cell Lock-up at Tuakau. bbox=[560, 334, 684, 382]
charges-heading: CHARGES TO CONSUMERS. bbox=[298, 1100, 410, 1110]
gas-loans-act-sub: In the Matter of the "Local Bodies Loans Act, 1913." bbox=[566, 856, 678, 878]
diary-kind: Stock Breeder bbox=[765, 1089, 816, 1098]
licensing-district: Licensing District of Franklin bbox=[445, 868, 533, 890]
classified-ad: WANTED — to invest two sums of £100 and £200 on first MORTGAGE. Apply by letter only to—"MOR", Pukekohe. bbox=[974, 695, 1102, 733]
gas-loan-date: Pukekohe, December 23rd, 1914. bbox=[560, 1262, 684, 1282]
wanteds-title: Wanteds, Losts, Etc. bbox=[984, 30, 1092, 42]
franklin-county-title: FRANKLIN COUNTY COUNCIL bbox=[696, 555, 826, 566]
bylaw-signature: J. F. DEANE, Town Clerk. bbox=[729, 533, 825, 543]
aka-aka-title: AKA AKA DRAINAGE BOARD. bbox=[566, 154, 678, 179]
patriotic-pictures-text: A picture of extraordinary interest entitled "War Dogs of To-day" will be screened to-morrow night. bbox=[153, 1484, 281, 1522]
auctioneers-act-text: I hereby give notice that licenses have been issued to the following firms, who each have a place of business within the above Borough, to sell by Auction in any part of New Zealand, viz.: bbox=[838, 255, 965, 321]
grace-sub: High Class Ladies' and Gents' TAILOR bbox=[988, 1243, 1088, 1265]
premier-tea-text: Cakes and Tea at all hours. Open on Sunday from 1 p.m. till 5.30 p.m. Hot Pies, Savs., Light Luncheons. Large Room with large Garage; Ices and Cool Drinks in season. bbox=[974, 1417, 1102, 1474]
comrie-garage: MOTOR GARAGE, bbox=[693, 75, 771, 85]
pumping-plant-heading: PUMPING PLANT. bbox=[318, 678, 390, 688]
for-sale-text: 360 ACRES, near Main Road, partly improved; ring fenced and subdivided into six paddocks. Cottage, stable and shed. 40 acres grass, 30 acres stubble, 110 acres fallow. Price per acre, £9. Easy terms to suit. bbox=[974, 1131, 1102, 1198]
cheltenham-title: CHELTENHAM BEACH, DEVONPORT. bbox=[846, 450, 957, 474]
owen-item: BOOTS, bbox=[1022, 1021, 1054, 1031]
fire-brigade-heading: FIRE BRIGADE MATTERS. bbox=[26, 125, 130, 135]
waikato-bacon-text: Will be receiving Pigs at the following stations and dates: Pukekohe: 12, Brown & Son, buyers, MONDAY, January 18th, from 12.30 to 3 p.m. Tuakau, WEDNESDAY, January 20th, 12.30 p.m. to 3 p.m. bbox=[838, 1171, 965, 1237]
old-settler-text: Another link with the early days of Pukekohe was severed on Tuesday, when one of the oldest settlers of the district, in the person of Mr Bernard Beatty, passed away at his residence in Pukekohe. bbox=[153, 771, 281, 837]
water-supply-text: Lengthy consideration was given, as reported in another column, to the question of the Borough water supply, and the Council commenced its deliberations at 8 p.m. bbox=[153, 596, 281, 653]
classified-ad: FOR Sale—Plums and apples 1d per lb. Bring your own hampers. Cases extra.—MARK BALLARD, Roseman. bbox=[974, 134, 1102, 173]
dressmaking-title: DRESSMAKING NOTICE. bbox=[984, 1486, 1092, 1497]
old-settler-title: DEATH OF AN OLD SETTLER. bbox=[166, 734, 268, 759]
waikato-footer: Pigs Taken from Everybody. bbox=[848, 1267, 955, 1277]
cooper-curd-sub: Undertakers and Funeral Directors. bbox=[984, 882, 1092, 904]
street-lighting-text: The Council's attention was drawn by a correspondent to the lighting for several weeks past of the public lamp outside the Post Office, at the junction of King and Hall streets. bbox=[12, 377, 144, 434]
waikato-paid: Highest Current Prices Paid. bbox=[846, 1257, 957, 1267]
read-heading: READ. bbox=[736, 865, 786, 883]
diary-kind: For the bbox=[765, 1071, 791, 1080]
entries-close: Entries Close on Feb 9th bbox=[708, 1004, 814, 1015]
franklin-county-date: Pukekohe, 15/1/15. bbox=[693, 685, 767, 695]
grace-street: KING STREET, PUKEKOHE bbox=[989, 1267, 1087, 1276]
urgency-heading: URGENCY SUGGESTED. bbox=[306, 190, 402, 200]
from-label: FROM bbox=[749, 1177, 773, 1186]
show-dates: 26th & 27th Feb., 1915 bbox=[703, 920, 819, 933]
country-sales-signature: New Zealand Loan and Mercantile Agency Coy., Ltd. bbox=[840, 819, 963, 841]
finances-heading: FINANCES. bbox=[55, 1377, 101, 1387]
owen-mclean-sub: Men's and Boys' Outfitter bbox=[983, 990, 1093, 1001]
classified-ad: JAPANESE FERN BALLS. Imported direct from Japan. Only require immersing in water and hanging up. Growth will commence in three to four weeks.—E. ALLAN, Seedsman Buckland. bbox=[974, 293, 1102, 359]
existing-difficulties-heading: EXISTING DIFFICULTIES. bbox=[303, 870, 405, 880]
country-sales-title: COUNTRY SALES bbox=[854, 716, 949, 729]
council-intro: A meeting of the Pukekohe Borough Council was held on Wednesday evening, the members present being: The Mayor (Mr C. K. Lawrie), and Councillors Comrie, Pollock, Hubbard, McGough and Hamilton. bbox=[12, 57, 144, 123]
cheltenham-text: Private Board and Residence at the Seaside for country visitors (limited number only). Two minutes from Beach. bbox=[838, 527, 965, 566]
mercer-text: Constable G. F. Bevan, of Mercer, is now on annual holiday leave, and Constable S. J. Martin, of Tuakau, is in charge during his absence. bbox=[427, 609, 551, 656]
cooper-curd-title: COOPER & CURD, bbox=[989, 867, 1087, 880]
slaughtering-text: I, John Beatty, of Pukekohe, farmer, hereby give public notice that I intend to apply to the Pukekohe Borough Council at a meeting to be held on WEDNESDAY, the 27th day of January, 1915, for a Slaughtering License. bbox=[427, 716, 551, 792]
water-supply-intro: The main item of business at the meeting of the Pukekohe Borough Council on Wednesday concerned the intricate problem of the local water supply, the Council having at the previous meeting resolved to submit to the ratepayers a proposal for an additional loan. bbox=[290, 103, 418, 188]
borough-council-loan-title: PUKEKOHE BOROUGH COUNCIL. bbox=[560, 464, 684, 489]
lockup-signature: F. BIGGS-WITHER, District Engineer. bbox=[576, 433, 680, 452]
scale-figures-text: out figures on that scale. The annual working expenses of the water supply now total £850 and £700 was the amount required per annum in respect of the old loans. bbox=[427, 26, 551, 83]
cooper-curd-text: Hearse supplied. A large stock of Funeral requisites to select from. Polished Oak Coffins supplied. Glass Wreaths kept in Stock. 'Phone 15. bbox=[974, 906, 1102, 953]
methodist-date: SUNDAY, JANUARY 17. bbox=[444, 1105, 534, 1115]
diary-year: 1915 bbox=[721, 1038, 801, 1072]
owen-item: TIES, bbox=[1027, 1048, 1049, 1058]
classified-ad: NUTS, Nuts, Nuts. Muscatels and Almonds. Raspberry Balls and Jam. Syrup special.—At the BUSY STORE, Pukekohe. bbox=[974, 368, 1102, 406]
owen-item: SUITS, bbox=[1024, 1012, 1052, 1022]
entries-signature: J. M. BAXTER, Secretary. bbox=[729, 1017, 825, 1027]
column-3: PUKEKOHE'S WATER SUPPLY. The Loan Proposals. New Scale of Charges. The main item of business at the meeting of the Pukekohe Borough Council on Wednesday concerned the intricate problem of the local water supply, the Council having at the previous meeting resolved to submit to the ratepayers a proposal for an additional loan. URGENCY SUGGESTED. At an early stage in the meeting Cr Hubbard said that he desired to refer to the criticism passed on the Council's proposals in the columns of the "Pukekohe Times" and also to the correspondence thereon that appeared in the same paper. In submitting a scheme for an increase of charges to consumers and for the proposed loan to be spread over the whole of the Borough, instead of the loan being restricted to what is known as the "inside area," the Waterworks Committee considered that the existing inequalities would be overcome to some extent, as with a bigger charge the rate would be correspondingly reduced. He preferred to take no notice of letters that appeared in the paper, to which the writers had not the courage to sign their names. It was only right that the residents should know that since the last meeting an ugly phase had crept in, the concrete base of the pump having cracked through the excessive vibration, and in the event of a complete fracture no water would be available for some time. Even on Sunday last, as well as on previous occasions, some people were deprived of water. AMOUNT OF LOAN. The Mayor (Mr C. K. Lawrie) mentioned that although the Council's resolution was for a loan of £2800 to be raised, he had taken the responsibility of altering the amount required to £2800, the additional £300 being necessary for expenses in connection with the raising of the loan and for payment of the first half-year's interest. The Mayor's action was confirmed. PUMPING PLANT. The Waterworks Foreman advised the Council of the necessity of purchasing forthwith a duplicate gas generator, which he estimated would cost £160. Cr Hamilton moved, and Cr Hubbard seconded, that a generator should be purchased. Cr Pollock approved of the purchase, but objected to the money being taken out of the general account as thereby the roads would be robbed of the amount stated. The proposed purchase was agreed to on the understanding that the £160 would be taken out of loan money if the loan was sanctioned by the ratepayers. EXISTING DIFFICULTIES. Cr Comrie characterised the existing water scheme as a bad legacy handed down to the Council by the old Town Board. Things were most unsatisfactory and would remain so until proper remedies were effected. He considered that the Council had erred in only asking the ratepayers for a small loan since each year the difficulty was aggravated; they would only have to go back again to the ratepayers for more money. The situation required to be faced as the town was in imminent danger of going dry. Cr Hubbard stated that councillors would, whether the ratepayers approved of their action or not, go out of office in April next with a clear conscience that they had not shirked their duty. CHARGES TO CONSUMERS. The Council then dealt with the question of charges to consumers for water, the Waterworks Committee having proposed at the previous meeting that the charge should be increased from 2s to 3s per 1000 gallons. The Mayor considered that a charge of £3 per annum as suggested by the Committee would be a hardship for small houses. Cr Comrie advised that if prices were raised so high people would not take the water. The Town Clerk suggested that the most equitable basis of charges would be to charge in accordance with the Municipal Corporations Act, which provided that charges could be fixed not exceeding 5 per cent on the annual rateable value. He thought that a 5 per cent. basis would be a fair charge and he had worked bbox=[285, 26, 422, 1719]
comrie-town: Pukekohe bbox=[786, 75, 829, 85]
gas-loan-total: £10,000 bbox=[649, 1100, 684, 1110]
comrie-body: Cars overhauled and repaired. Tubes and Covers vulcanised on the premises. Motor and Lubricating Oils kept in stock. Agent for Dunlop, Continental, Michelin and Goodrich covers and tubes. bbox=[693, 113, 829, 179]
notice-text: We beg to announce that we have purchased commodious premises in KING STREET, PUKEKOHE, and intend to use the same as an bbox=[838, 926, 965, 973]
